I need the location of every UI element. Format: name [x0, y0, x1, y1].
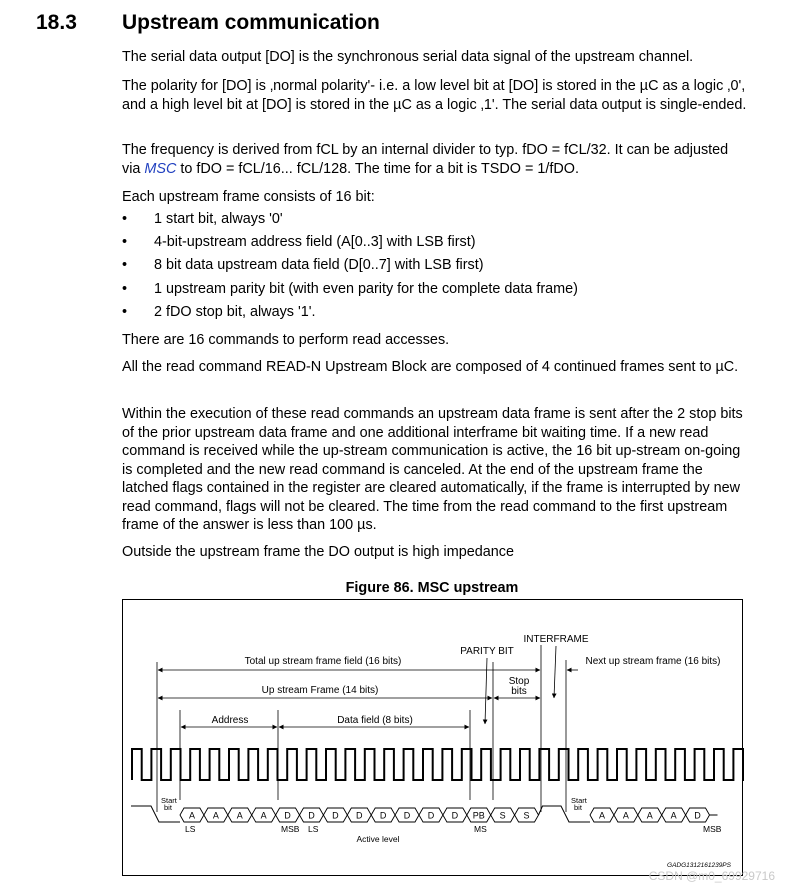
bullet-dot: •	[122, 280, 128, 297]
paragraph-high-impedance: Outside the upstream frame the DO output is high impedance	[122, 544, 514, 560]
next-frame-cell-label: A	[598, 810, 605, 821]
paragraph-do-definition: The serial data output [DO] is the synchronous serial data signal of the upstream channel.	[122, 49, 694, 65]
frame-cell-label: D	[427, 810, 435, 821]
next-frame-cell-label: A	[646, 810, 653, 821]
do-idle-start	[131, 806, 180, 822]
frame-cell-label: S	[523, 810, 530, 821]
active-level-label: Active level	[356, 834, 400, 844]
watermark: CSDN @m0_69929716	[648, 869, 775, 883]
list-item	[122, 280, 578, 303]
section-number: 18.3	[36, 11, 77, 34]
parity-bit-pointer	[485, 658, 487, 724]
frame-bit-list	[122, 210, 578, 326]
list-item-text: 2 fDO stop bit, always '1'.	[154, 303, 316, 320]
upstream-frame-label: Up stream Frame (14 bits)	[261, 685, 379, 696]
next-frame-msb-label: MSB	[703, 824, 722, 834]
data-field-label: Data field (8 bits)	[337, 715, 413, 726]
next-frame-cell-label: D	[694, 810, 701, 821]
data-lsb-label: LS	[308, 824, 319, 834]
frame-cell-label: D	[451, 810, 459, 821]
list-item-text: 1 start bit, always '0'	[154, 211, 283, 227]
parity-bit-label: PARITY BIT	[460, 646, 514, 657]
figure-code: GADG1312161239PS	[667, 862, 731, 869]
frame-cell-label: A	[260, 810, 267, 821]
frame-cell-label: D	[356, 810, 363, 821]
start-bit-label-line2: bit	[164, 803, 172, 812]
paragraph-read-block: All the read command READ-N Upstream Block are composed of 4 continued frames sent to µC.	[122, 359, 739, 375]
list-item-text: 8 bit data upstream data field (D[0..7] with LSB first)	[154, 257, 484, 274]
address-lsb-label: LS	[185, 824, 196, 834]
frequency-text-a: The frequency is derived from fCL by an internal divider to typ. fDO = fCL/32. It can be adjusted via	[122, 142, 729, 177]
bullet-dot: •	[122, 257, 128, 274]
frame-cell-label: A	[212, 810, 219, 821]
frame-cell-label: D	[379, 810, 387, 821]
list-item-text: 4-bit-upstream address field (A[0..3] with LSB first)	[154, 234, 476, 251]
bullet-dot: •	[122, 234, 128, 251]
clock-waveform	[132, 749, 744, 780]
frame-cell-label: D	[308, 810, 315, 821]
list-item	[122, 210, 578, 233]
timing-diagram	[122, 599, 743, 876]
list-item	[122, 233, 578, 256]
stop-bits-label-line2: bits	[511, 686, 527, 697]
paragraph-commands: There are 16 commands to perform read accesses.	[122, 332, 450, 348]
list-item	[122, 303, 578, 326]
stop-bits-label-line1: Stop	[508, 676, 530, 687]
total-frame-label: Total up stream frame field (16 bits)	[244, 656, 402, 667]
next-start-bit-label-line1: Start	[571, 796, 587, 805]
next-start-bit-label-line2: bit	[574, 803, 582, 812]
figure-caption: Figure 86. MSC upstream	[345, 580, 519, 596]
next-frame-cell-label: A	[670, 810, 677, 821]
frame-cell-label: D	[332, 810, 339, 821]
next-frame-cell-label: A	[622, 810, 629, 821]
frame-cell-label: D	[284, 810, 291, 821]
list-item	[122, 256, 578, 279]
timing-diagram-canvas	[123, 600, 744, 877]
frame-cell-label: A	[188, 810, 195, 821]
start-bit-label-line1: Start	[161, 796, 177, 805]
frame-cell-label: S	[499, 810, 506, 821]
paragraph-frequency	[122, 141, 747, 178]
data-line	[131, 806, 718, 822]
bullet-dot: •	[122, 303, 128, 320]
do-interframe-gap	[539, 806, 591, 822]
paragraph-execution: Within the execution of these read commands an upstream data frame is sent after the 2 stop bits of the prior upstream data frame and one additional interframe bit waiting time. If a new read command is received while the up-stream communication is active, the 16 bit up-stream on-going is completed and the new read command is canceled. At the end of the upstream frame the latched flags contained in the register are cleared automatically, if the frame is interrupted by new read command, flags will not be cleared. The time from the read command to the first upstream frame of the answer is less than 100 µs.	[122, 406, 743, 533]
paragraph-frame-intro: Each upstream frame consists of 16 bit:	[122, 189, 375, 205]
frame-cell-label: A	[236, 810, 243, 821]
paragraph-polarity: The polarity for [DO] is ‚normal polarity'- i.e. a low level bit at [DO] is stored in the µC as a logic ‚0', and a high level bit at [DO] is stored in the µC as a logic ‚1'. The serial data output is single-ended.	[122, 78, 747, 113]
address-label: Address	[211, 715, 249, 726]
section-title: Upstream communication	[122, 11, 380, 34]
frame-cell-label: PB	[472, 810, 485, 821]
address-msb-label: MSB	[281, 824, 300, 834]
frame-cell-label: D	[403, 810, 411, 821]
list-item-text: 1 upstream parity bit (with even parity for the complete data frame)	[154, 280, 578, 297]
msc-link[interactable]: MSC	[144, 160, 177, 177]
interframe-label: INTERFRAME	[523, 634, 589, 645]
interframe-pointer	[554, 646, 556, 698]
bullet-dot: •	[122, 211, 128, 227]
data-msb-label: MS	[474, 824, 487, 834]
next-frame-label: Next up stream frame (16 bits)	[585, 656, 721, 667]
frequency-text-b: to fDO = fCL/16... fCL/128. The time for a bit is TSDO = 1/fDO.	[176, 160, 579, 177]
